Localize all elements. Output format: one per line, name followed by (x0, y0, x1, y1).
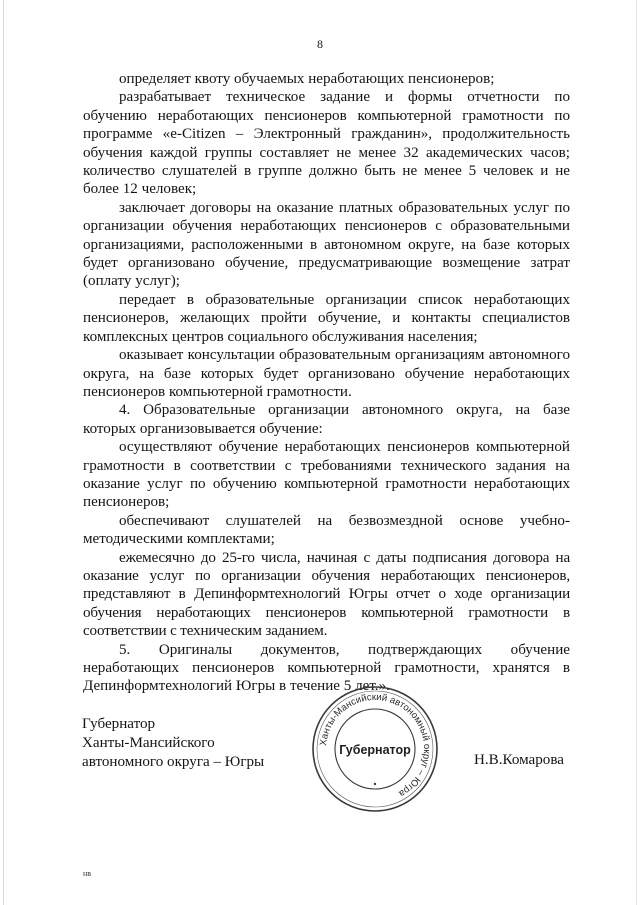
paragraph-technical-task: разрабатывает техническое задание и формы отчетности по обучению неработающих пенсионеров компьютерной грамотности по программе «e-Citizen – Электронный гражданин», продолжительность обучения каждой группы составляет не менее 32 академических часов; количество слушателей в группе должно быть не менее 5 человек и не более 12 человек; (83, 89, 570, 198)
page-number: 8 (317, 37, 323, 51)
scan-edge-left (3, 0, 4, 905)
official-seal-stamp (310, 684, 440, 814)
paragraph-training: осуществляют обучение неработающих пенсионеров компьютерной грамотности в соответствии с требованиями технического задания на оказание услуг по обучению компьютерной грамотности неработающих пенсионеров; (83, 439, 570, 511)
footer-initials: нв (83, 869, 92, 878)
paragraph-consultations: оказывает консультации образовательным организациям автономного округа, на базе которых будет организовано обучение неработающих пенсионеров компьютерной грамотности. (83, 347, 570, 400)
seal-center-text: Губернатор (339, 743, 411, 757)
paragraph-quota: определяет квоту обучаемых неработающих пенсионеров; (119, 71, 495, 87)
paragraph-item-4: 4. Образовательные организации автономного округа, на базе которых организовывается обучение: (83, 402, 570, 437)
paragraph-pensioner-list: передает в образовательные организации список неработающих пенсионеров, желающих пройти обучение, и контакты специалистов комплексных центров социального обслуживания населения; (83, 291, 570, 345)
seal-star-mark (374, 783, 376, 785)
signer-title-line: Губернатор (82, 716, 156, 732)
paragraph-contracts: заключает договоры на оказание платных образовательных услуг по организации обучения неработающих пенсионеров с образовательными организациями, расположенными в автономном округе, на базе которых будет организовано обучение, предусматривающие возмещение затрат (оплату услуг); (83, 199, 570, 290)
paragraph-item-5: 5. Оригиналы документов, подтверждающих обучение неработающих пенсионеров компьютерной грамотности, хранятся в Депинформтехнологий Югры в течение 5 лет.». (83, 641, 570, 695)
signer-title-line: Ханты-Мансийского (82, 735, 215, 751)
paragraph-materials: обеспечивают слушателей на безвозмездной основе учебно-методическими комплектами; (83, 512, 570, 548)
seal-ring-text: Ханты-Мансийский автономный округ – Югра (318, 691, 433, 800)
signer-title-line: автономного округа – Югры (82, 754, 265, 770)
signer-title (82, 715, 312, 772)
paragraph-monthly-report: ежемесячно до 25-го числа, начиная с даты подписания договора на оказание услуг по организации обучения неработающих пенсионеров, представляют в Депинформтехнологий Югры отчет о ходе организации обучения неработающих пенсионеров компьютерной грамотности в соответствии с техническим заданием. (83, 549, 570, 640)
signer-name: Н.В.Комарова (474, 752, 564, 768)
document-body (83, 70, 570, 696)
scan-edge-right (636, 0, 637, 905)
